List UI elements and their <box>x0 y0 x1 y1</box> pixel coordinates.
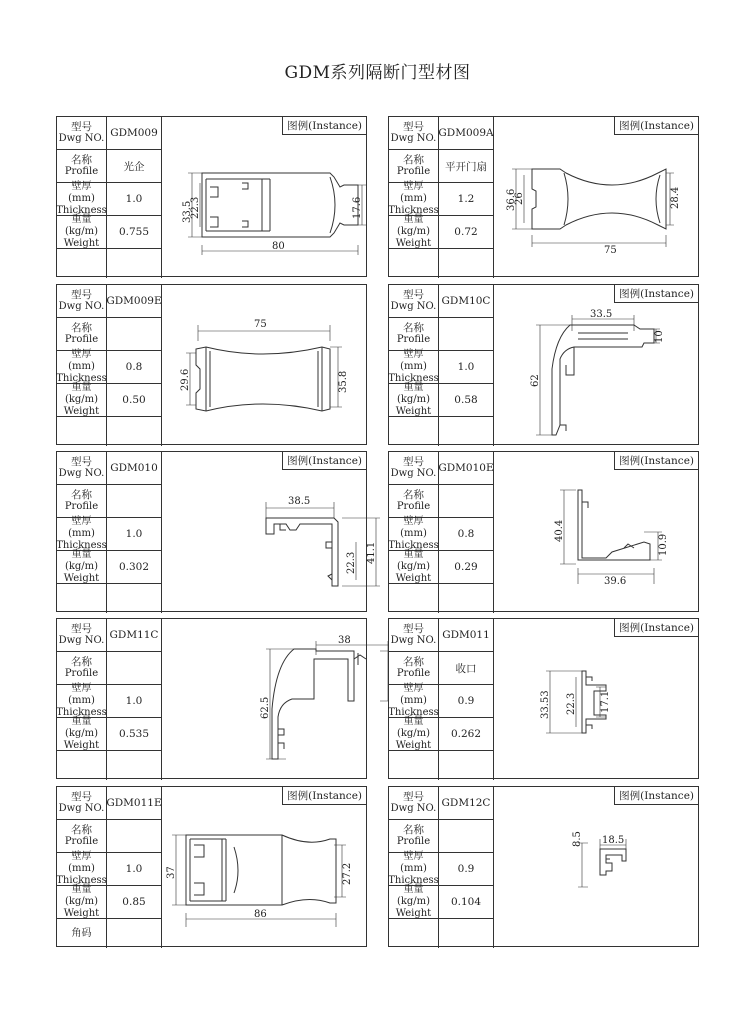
profile-card-gdm011 <box>388 618 699 779</box>
profile-value <box>439 318 494 351</box>
profile-drawing <box>162 452 377 611</box>
profile-label: 名称 Profile <box>389 150 439 183</box>
thickness-value: 1.0 <box>107 685 162 718</box>
thickness-label: 壁厚 (mm) Thickness <box>56 349 107 384</box>
blank-label <box>389 751 439 780</box>
page-title: GDM系列隔断门型材图 <box>284 63 471 83</box>
profile-drawing <box>162 285 366 444</box>
dim-height: 37 <box>166 866 177 879</box>
profile-value <box>107 652 162 685</box>
weight-value: 0.262 <box>439 718 494 751</box>
section-drawing <box>162 117 367 278</box>
weight-label: 重量(kg/m) Weight <box>57 886 107 919</box>
instance-badge: 图例(Instance) <box>282 117 366 135</box>
blank-label <box>57 584 107 613</box>
section-drawing <box>494 619 699 780</box>
dim-inner: 26 <box>514 192 525 205</box>
section-drawing <box>162 452 377 613</box>
dim-width: 80 <box>272 241 285 252</box>
dwg-value: GDM010E <box>439 452 494 485</box>
profile-value: 平开门扇 <box>439 150 494 183</box>
blank-value <box>439 584 494 613</box>
profile-value: 光企 <box>107 150 162 183</box>
thickness-label: 壁厚 (mm) Thickness <box>56 516 107 551</box>
instance-badge: 图例(Instance) <box>614 117 698 135</box>
dim-width: 38.5 <box>288 496 311 507</box>
weight-value: 0.29 <box>439 551 494 584</box>
dim-height: 62 <box>530 374 541 387</box>
dwg-label: 型号 Dwg NO. <box>57 619 107 652</box>
blank-label <box>389 249 439 278</box>
profile-label: 名称 Profile <box>57 150 107 183</box>
section-drawing <box>162 619 367 780</box>
section-drawing <box>494 117 699 278</box>
instance-badge: 图例(Instance) <box>614 452 698 470</box>
dim-height: 41.1 <box>366 541 377 564</box>
weight-label: 重量(kg/m) Weight <box>57 384 107 417</box>
dim-right: 17.1 <box>600 690 611 713</box>
blank-value <box>107 417 162 446</box>
thickness-label: 壁厚 (mm) Thickness <box>388 851 439 886</box>
profile-label: 名称 Profile <box>389 485 439 518</box>
dim-flange: 10 <box>654 330 665 343</box>
blank-value <box>107 249 162 278</box>
thickness-label: 壁厚 (mm) Thickness <box>56 683 107 718</box>
weight-value: 0.104 <box>439 886 494 919</box>
dwg-value: GDM10C <box>439 285 494 318</box>
profile-card-gdm009e <box>56 284 367 445</box>
blank-label <box>389 417 439 446</box>
thickness-value: 0.9 <box>439 853 494 886</box>
dim-inner: 22.3 <box>190 196 201 219</box>
thickness-value: 0.8 <box>107 351 162 384</box>
weight-value: 0.535 <box>107 718 162 751</box>
section-drawing <box>494 787 699 948</box>
dim-right: 10.9 <box>658 533 669 556</box>
weight-label: 重量(kg/m) Weight <box>57 551 107 584</box>
blank-value <box>439 919 494 948</box>
profile-label: 名称 Profile <box>389 820 439 853</box>
profile-drawing <box>494 117 698 276</box>
section-drawing <box>162 285 367 446</box>
dim-height: 33.5 <box>182 200 193 223</box>
dim-width: 75 <box>604 245 617 256</box>
dwg-value: GDM010 <box>107 452 162 485</box>
profile-label: 名称 Profile <box>57 485 107 518</box>
thickness-value: 1.0 <box>107 183 162 216</box>
dim-right: 35.8 <box>338 370 349 393</box>
dim-width: 18.5 <box>602 835 625 846</box>
weight-value: 0.755 <box>107 216 162 249</box>
thickness-value: 1.0 <box>107 853 162 886</box>
profile-label: 名称 Profile <box>57 652 107 685</box>
profile-value: 收口 <box>439 652 494 685</box>
thickness-label: 壁厚 (mm) Thickness <box>388 349 439 384</box>
blank-label <box>57 417 107 446</box>
dim-inner: 22.3 <box>566 692 577 715</box>
weight-label: 重量(kg/m) Weight <box>389 718 439 751</box>
corner-label: 角码 <box>57 919 107 948</box>
weight-value: 0.58 <box>439 384 494 417</box>
profile-card-gdm010e <box>388 451 699 612</box>
dwg-label: 型号 Dwg NO. <box>389 117 439 150</box>
blank-value <box>439 417 494 446</box>
profile-value <box>107 485 162 518</box>
weight-label: 重量(kg/m) Weight <box>389 216 439 249</box>
blank-label <box>57 249 107 278</box>
dim-left: 29.6 <box>180 368 191 391</box>
section-drawing <box>494 285 699 446</box>
blank-label <box>57 751 107 780</box>
profile-drawing <box>162 787 366 946</box>
dwg-label: 型号 Dwg NO. <box>57 787 107 820</box>
dim-width: 38 <box>338 635 351 646</box>
dim-inner: 22.3 <box>346 551 357 574</box>
dim-height: 8.5 <box>572 831 583 847</box>
dim-right: 27.2 <box>342 862 353 885</box>
instance-badge: 图例(Instance) <box>614 787 698 805</box>
weight-label: 重量(kg/m) Weight <box>57 718 107 751</box>
dwg-label: 型号 Dwg NO. <box>389 787 439 820</box>
profile-drawing <box>162 117 366 276</box>
profile-drawing <box>494 619 698 778</box>
profile-drawing <box>494 787 698 946</box>
profile-drawing <box>162 619 366 778</box>
section-drawing <box>494 452 699 613</box>
instance-badge: 图例(Instance) <box>614 619 698 637</box>
dwg-label: 型号 Dwg NO. <box>389 619 439 652</box>
thickness-value: 0.8 <box>439 518 494 551</box>
dim-height: 40.4 <box>554 519 565 542</box>
weight-label: 重量(kg/m) Weight <box>389 551 439 584</box>
profile-value <box>439 820 494 853</box>
profile-card-gdm12c <box>388 786 699 947</box>
blank-label <box>389 919 439 948</box>
section-drawing <box>162 787 367 948</box>
profile-card-gdm010 <box>56 451 377 612</box>
weight-label: 重量(kg/m) Weight <box>57 216 107 249</box>
profile-drawing <box>494 285 698 444</box>
dwg-label: 型号 Dwg NO. <box>57 285 107 318</box>
dwg-value: GDM11C <box>107 619 162 652</box>
thickness-label: 壁厚 (mm) Thickness <box>56 181 107 216</box>
thickness-value: 1.0 <box>439 351 494 384</box>
profile-value <box>439 485 494 518</box>
weight-value: 0.302 <box>107 551 162 584</box>
dim-right: 17.6 <box>352 196 363 219</box>
profile-card-gdm10c <box>388 284 699 445</box>
weight-value: 0.72 <box>439 216 494 249</box>
profile-card-gdm009 <box>56 116 367 277</box>
profile-label: 名称 Profile <box>57 820 107 853</box>
blank-value <box>439 249 494 278</box>
dim-right: 28.4 <box>670 186 681 209</box>
thickness-label: 壁厚 (mm) Thickness <box>388 516 439 551</box>
instance-badge: 图例(Instance) <box>282 787 366 805</box>
dim-width: 33.5 <box>590 309 613 320</box>
dwg-value: GDM011 <box>439 619 494 652</box>
dwg-value: GDM009A <box>439 117 494 150</box>
weight-value: 0.50 <box>107 384 162 417</box>
profile-drawing <box>494 452 698 611</box>
blank-label <box>389 584 439 613</box>
dwg-label: 型号 Dwg NO. <box>389 452 439 485</box>
instance-badge: 图例(Instance) <box>614 285 698 303</box>
profile-label: 名称 Profile <box>389 318 439 351</box>
profile-label: 名称 Profile <box>57 318 107 351</box>
weight-label: 重量(kg/m) Weight <box>389 886 439 919</box>
blank-value <box>107 919 162 948</box>
profile-label: 名称 Profile <box>389 652 439 685</box>
profile-card-gdm11c <box>56 618 367 779</box>
profile-value <box>107 318 162 351</box>
dim-width: 39.6 <box>604 576 627 587</box>
weight-value: 0.85 <box>107 886 162 919</box>
thickness-value: 1.2 <box>439 183 494 216</box>
dim-height: 33.53 <box>540 690 551 719</box>
blank-value <box>439 751 494 780</box>
dwg-value: GDM009 <box>107 117 162 150</box>
blank-value <box>107 584 162 613</box>
profile-card-gdm009a <box>388 116 699 277</box>
dwg-value: GDM009E <box>107 285 162 318</box>
thickness-value: 0.9 <box>439 685 494 718</box>
thickness-value: 1.0 <box>107 518 162 551</box>
blank-value <box>107 751 162 780</box>
dim-height: 62.5 <box>260 696 271 719</box>
dwg-value: GDM011E <box>107 787 162 820</box>
profile-value <box>107 820 162 853</box>
weight-label: 重量(kg/m) Weight <box>389 384 439 417</box>
thickness-label: 壁厚 (mm) Thickness <box>388 181 439 216</box>
profile-card-gdm011e <box>56 786 367 947</box>
dwg-label: 型号 Dwg NO. <box>57 452 107 485</box>
dwg-label: 型号 Dwg NO. <box>389 285 439 318</box>
dim-height: 36.6 <box>506 188 517 211</box>
dim-width: 75 <box>254 319 267 330</box>
dwg-label: 型号 Dwg NO. <box>57 117 107 150</box>
dwg-value: GDM12C <box>439 787 494 820</box>
thickness-label: 壁厚 (mm) Thickness <box>388 683 439 718</box>
instance-badge: 图例(Instance) <box>282 452 366 470</box>
thickness-label: 壁厚 (mm) Thickness <box>56 851 107 886</box>
dim-width: 86 <box>254 909 267 920</box>
